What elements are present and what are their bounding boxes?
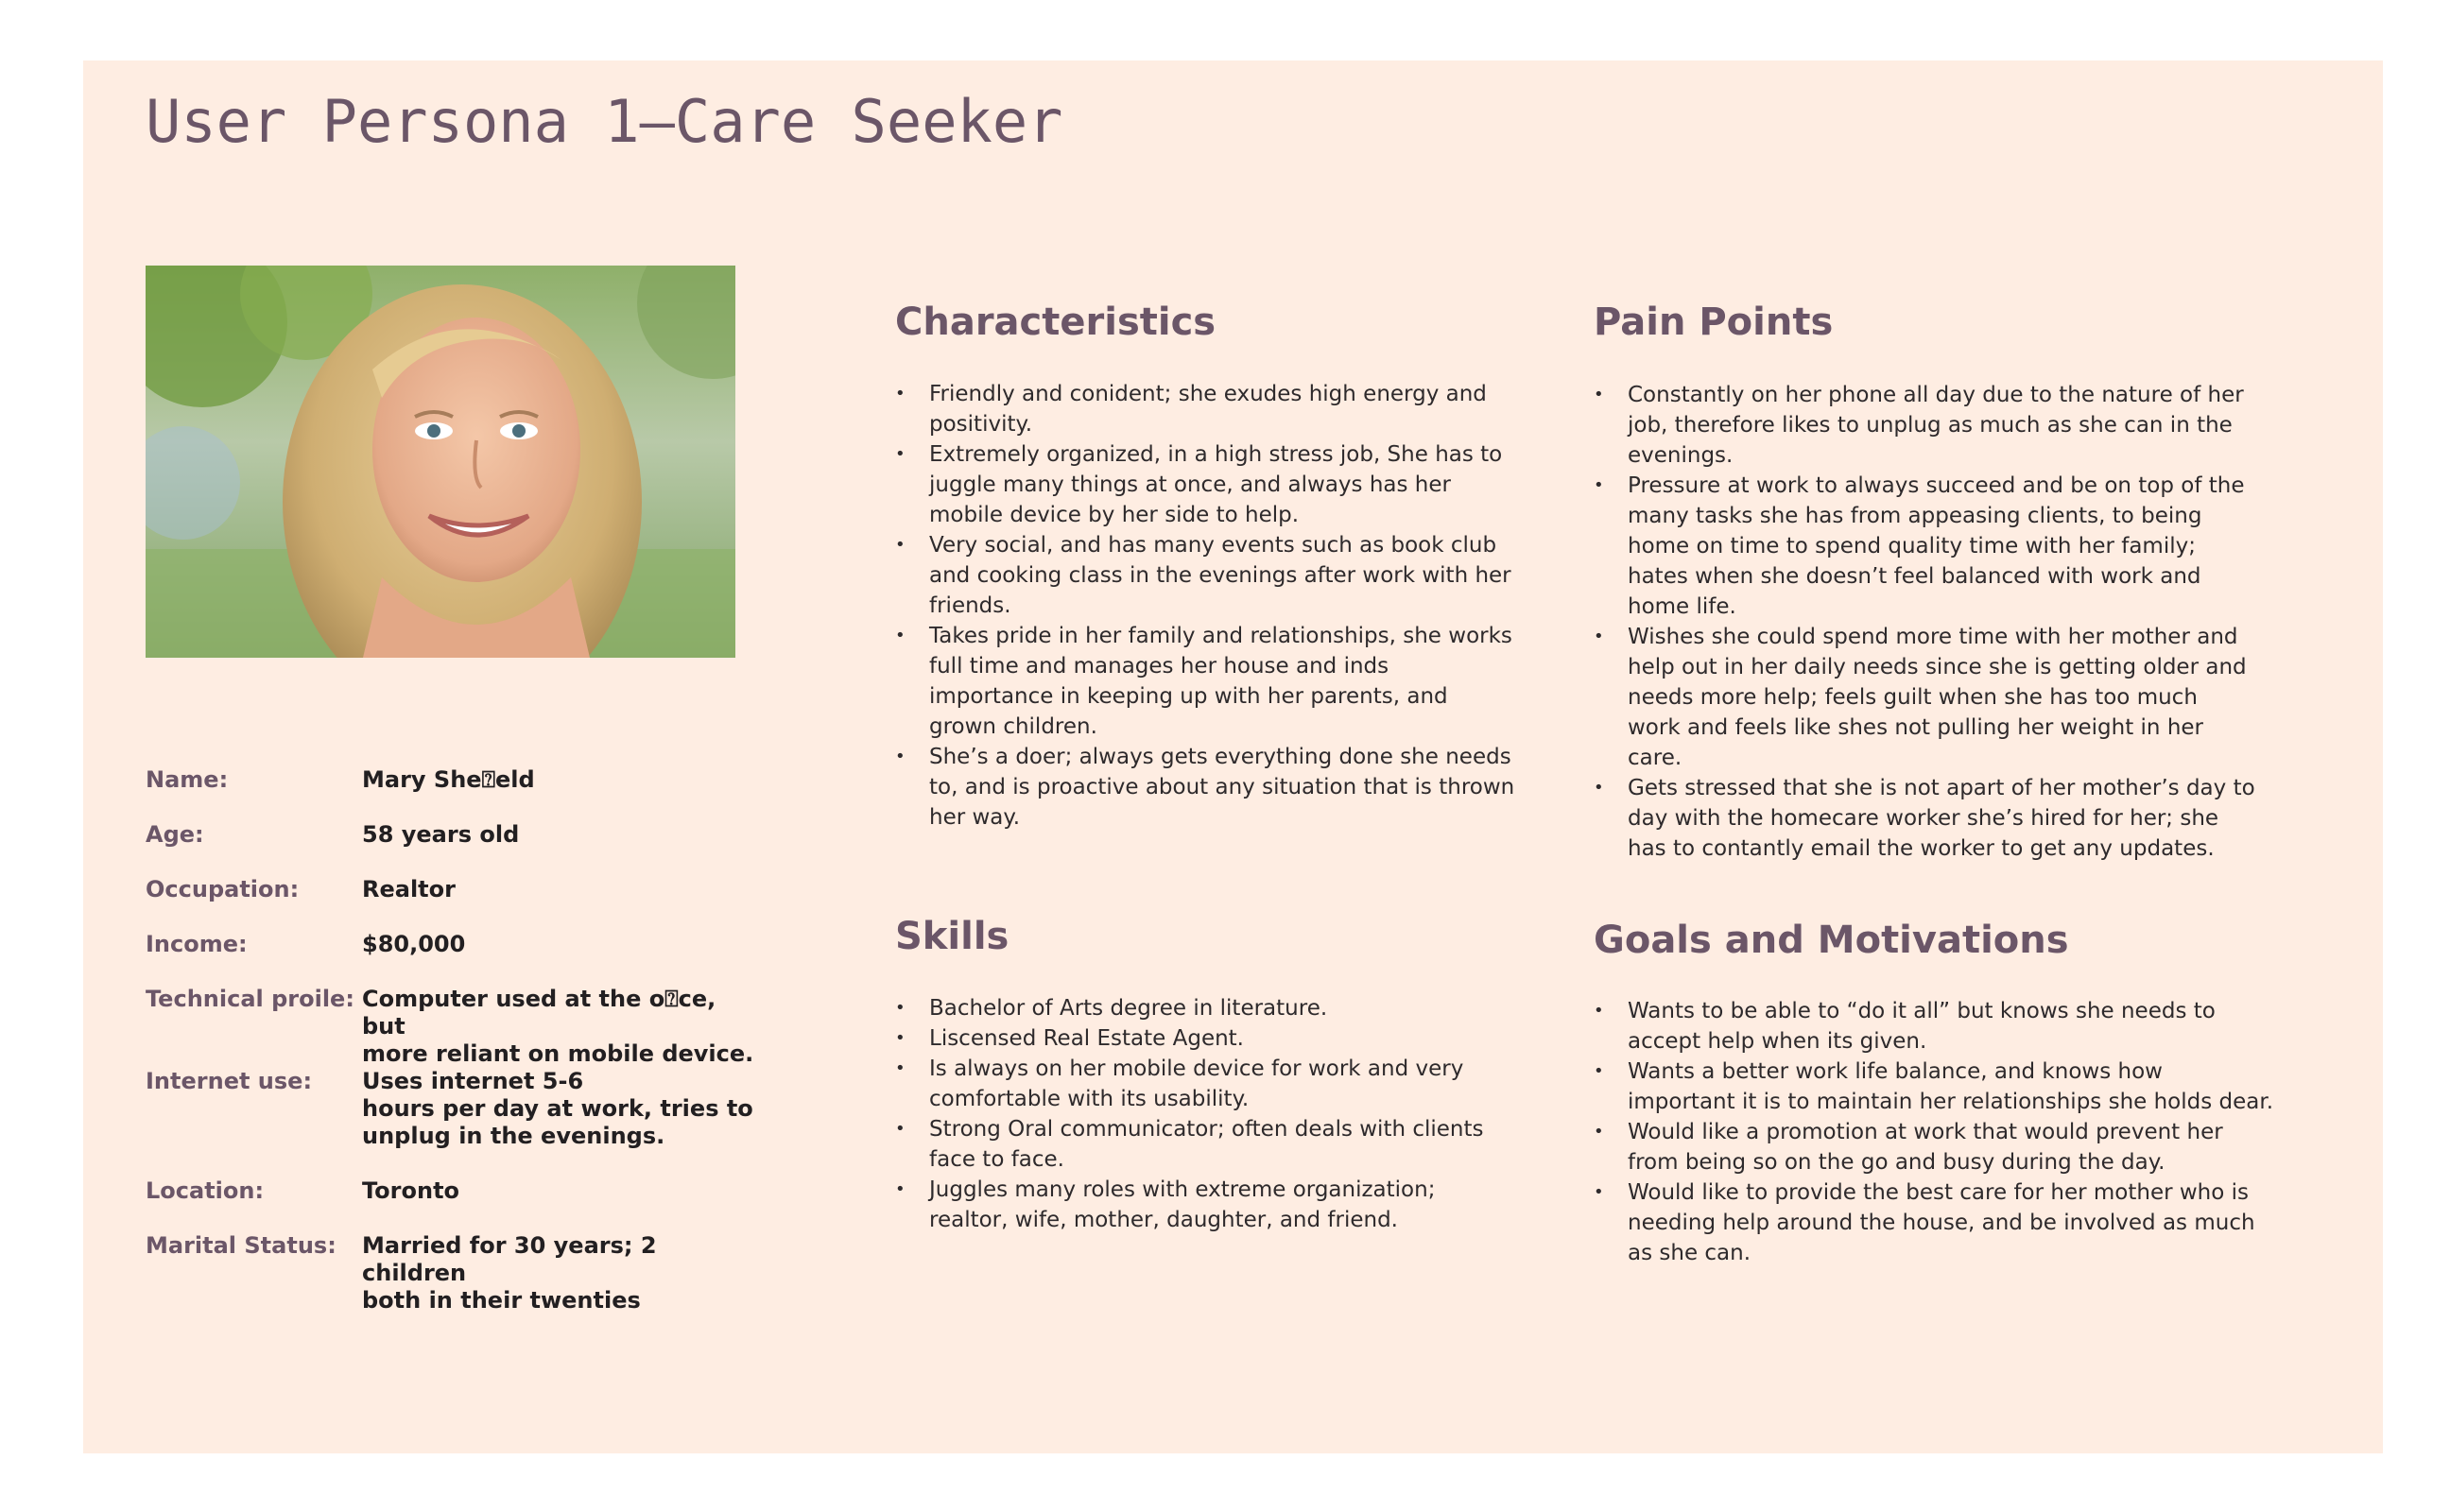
profile-label: Age: xyxy=(146,821,204,848)
profile-value: $80,000 xyxy=(362,931,466,957)
profile-label: Income: xyxy=(146,931,248,957)
goals-section xyxy=(1594,919,2274,1265)
profile-value: Toronto xyxy=(362,1177,460,1204)
list-item: • Would like a promotion at work that would prevent her from being so on the go and busy during the day. xyxy=(1594,1117,2274,1177)
profile-value: Uses internet 5-6 hours per day at work, tries to unplug in the evenings. xyxy=(362,1068,753,1149)
profile-value: Mary She⍰eld xyxy=(362,766,535,793)
profile-label: Marital Status: xyxy=(146,1232,336,1259)
list-item: • Wants a better work life balance, and knows how important it is to maintain her relationships she holds dear. xyxy=(1594,1057,2274,1117)
profile-label: Location: xyxy=(146,1177,265,1204)
profile-label: Name: xyxy=(146,766,229,793)
section-heading: Goals and Motivations xyxy=(1594,919,2069,962)
profile-value: Married for 30 years; 2 children both in their twenties xyxy=(362,1232,657,1314)
list-item: • Extremely organized, in a high stress job, She has to juggle many things at once, and always has her mobile device by her side to help. xyxy=(895,439,1519,530)
characteristics-section xyxy=(895,301,1519,830)
list-item: • Pressure at work to always succeed and be on top of the many tasks she has from appeasing clients, to being home on time to spend quality time with her family; hates when she doesn’t feel balanced with work and home life. xyxy=(1594,471,2255,622)
portrait-image xyxy=(146,266,735,658)
list-item: • Wishes she could spend more time with her mother and help out in her daily needs since she is getting older and needs more help; feels guilt when she has too much work and feels like shes not pulling her weight in her care. xyxy=(1594,622,2255,773)
list-item: • Would like to provide the best care for her mother who is needing help around the house, and be involved as much as she can. xyxy=(1594,1177,2274,1268)
list-item: • Strong Oral communicator; often deals with clients face to face. xyxy=(895,1114,1519,1175)
skills-list xyxy=(895,993,1519,1235)
list-item: • Wants to be able to “do it all” but knows she needs to accept help when its given. xyxy=(1594,996,2274,1057)
pain-points-list xyxy=(1594,380,2255,864)
profile-label: Occupation: xyxy=(146,876,300,902)
skills-section xyxy=(895,915,1519,1232)
goals-list xyxy=(1594,996,2274,1268)
profile-value: Realtor xyxy=(362,876,456,902)
section-heading: Skills xyxy=(895,915,1009,958)
section-heading: Pain Points xyxy=(1594,301,1834,344)
persona-photo xyxy=(146,266,735,658)
section-heading: Characteristics xyxy=(895,301,1216,344)
list-item: • Is always on her mobile device for work and very comfortable with its usability. xyxy=(895,1054,1519,1114)
list-item: • Liscensed Real Estate Agent. xyxy=(895,1023,1519,1054)
pain-points-section xyxy=(1594,301,2255,861)
page-title: User Persona 1—Care Seeker xyxy=(146,87,1063,156)
list-item: • Bachelor of Arts degree in literature. xyxy=(895,993,1519,1023)
list-item: • Gets stressed that she is not apart of her mother’s day to day with the homecare worker she’s hired for her; she has to contantly email the worker to get any updates. xyxy=(1594,773,2255,864)
profile-label: Internet use: xyxy=(146,1068,313,1094)
profile-value: 58 years old xyxy=(362,821,520,848)
list-item: • Very social, and has many events such as book club and cooking class in the evenings after work with her friends. xyxy=(895,530,1519,621)
list-item: • She’s a doer; always gets everything done she needs to, and is proactive about any situation that is thrown her way. xyxy=(895,742,1519,833)
list-item: • Constantly on her phone all day due to the nature of her job, therefore likes to unplug as much as she can in the evenings. xyxy=(1594,380,2255,471)
characteristics-list xyxy=(895,379,1519,833)
list-item: • Juggles many roles with extreme organization; realtor, wife, mother, daughter, and friend. xyxy=(895,1175,1519,1235)
profile-label: Technical proile: xyxy=(146,986,354,1012)
list-item: • Takes pride in her family and relationships, she works full time and manages her house and inds importance in keeping up with her parents, and grown children. xyxy=(895,621,1519,742)
profile-value: Computer used at the o⍰ce, but more reliant on mobile device. xyxy=(362,986,754,1067)
list-item: • Friendly and conident; she exudes high energy and positivity. xyxy=(895,379,1519,439)
